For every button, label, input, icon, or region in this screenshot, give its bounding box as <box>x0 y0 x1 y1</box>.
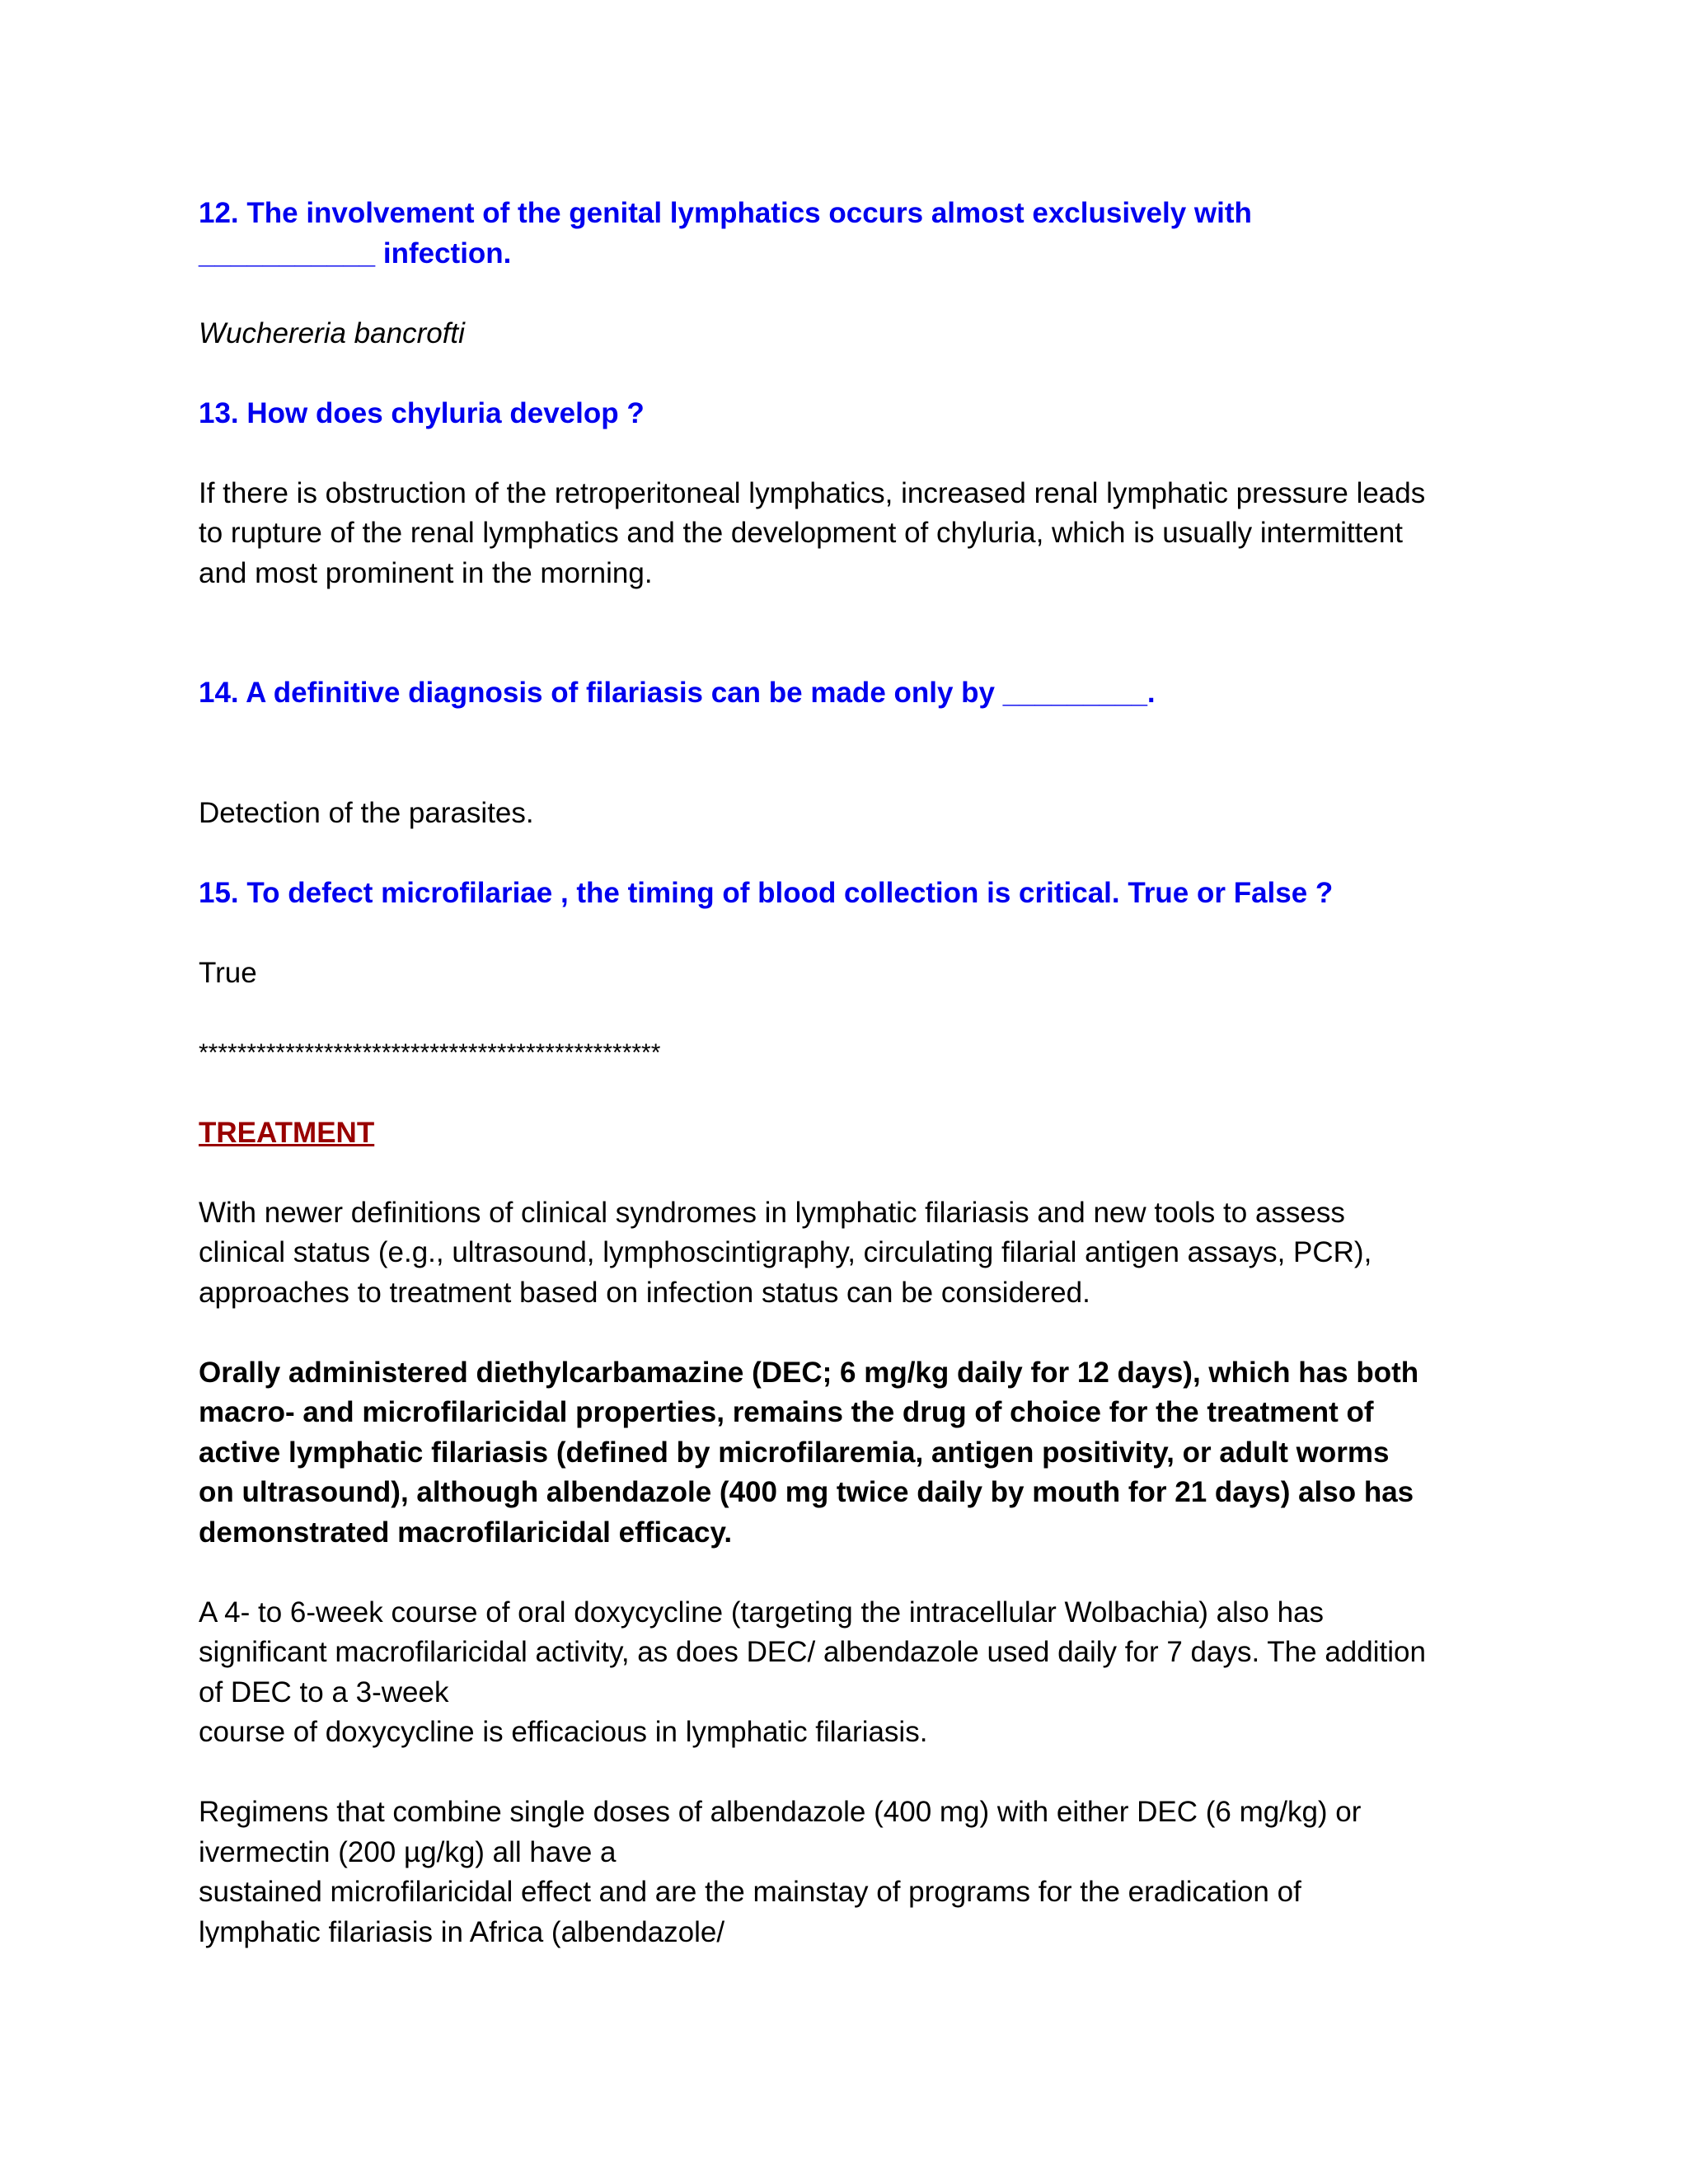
paragraph-line: sustained microfilaricidal effect and are the mainstay of programs for the eradication of <box>199 1876 1301 1908</box>
separator-stars: ************************************************ <box>199 1038 661 1066</box>
answer-14: Detection of the parasites. <box>199 796 534 829</box>
answer-13 <box>199 474 1517 594</box>
paragraph-line: ivermectin (200 µg/kg) all have a <box>199 1835 617 1868</box>
question-15: 15. To defect microfilariae , the timing of blood collection is critical. True or False ? <box>199 876 1334 909</box>
answer-13-line: to rupture of the renal lymphatics and the development of chyluria, which is usually intermittent <box>199 517 1404 549</box>
treatment-paragraph-3 <box>199 1593 1517 1753</box>
paragraph-line: clinical status (e.g., ultrasound, lymphoscintigraphy, circulating filarial antigen assays, PCR), <box>199 1236 1372 1268</box>
paragraph-line: significant macrofilaricidal activity, as does DEC/ albendazole used daily for 7 days. The addition <box>199 1636 1426 1668</box>
question-14: 14. A definitive diagnosis of filariasis can be made only by _________. <box>199 677 1156 709</box>
treatment-paragraph-2 <box>199 1353 1517 1554</box>
paragraph-line: demonstrated macrofilaricidal efficacy. <box>199 1516 733 1549</box>
paragraph-line: Orally administered diethylcarbamazine (DEC; 6 mg/kg daily for 12 days), which has both <box>199 1356 1419 1389</box>
treatment-heading: TREATMENT <box>199 1116 375 1149</box>
answer-13-line: and most prominent in the morning. <box>199 556 653 589</box>
answer-13-line: If there is obstruction of the retroperitoneal lymphatics, increased renal lymphatic pressure leads <box>199 476 1426 509</box>
question-13: 13. How does chyluria develop ? <box>199 396 645 429</box>
paragraph-line: lymphatic filariasis in Africa (albendazole/ <box>199 1915 725 1948</box>
question-12-line-1: 12. The involvement of the genital lymphatics occurs almost exclusively with <box>199 197 1252 229</box>
paragraph-line: active lymphatic filariasis (defined by microfilaremia, antigen positivity, or adult worms <box>199 1436 1390 1469</box>
answer-12: Wuchereria bancrofti <box>199 316 465 349</box>
answer-15: True <box>199 956 257 989</box>
paragraph-line: approaches to treatment based on infection status can be considered. <box>199 1276 1090 1309</box>
question-12-line-2: ___________ infection. <box>199 237 512 269</box>
paragraph-line: macro- and microfilaricidal properties, remains the drug of choice for the treatment of <box>199 1396 1374 1428</box>
paragraph-line: A 4- to 6-week course of oral doxycycline (targeting the intracellular Wolbachia) also has <box>199 1596 1325 1629</box>
treatment-paragraph-1 <box>199 1193 1517 1314</box>
treatment-paragraph-4 <box>199 1793 1517 1952</box>
paragraph-line: Regimens that combine single doses of albendazole (400 mg) with either DEC (6 mg/kg) or <box>199 1796 1362 1828</box>
paragraph-line: course of doxycycline is efficacious in lymphatic filariasis. <box>199 1716 928 1748</box>
paragraph-line: on ultrasound), although albendazole (400 mg twice daily by mouth for 21 days) also has <box>199 1476 1414 1508</box>
question-12 <box>199 194 1517 274</box>
document-page <box>199 194 1517 1952</box>
paragraph-line: of DEC to a 3-week <box>199 1675 449 1708</box>
paragraph-line: With newer definitions of clinical syndromes in lymphatic filariasis and new tools to assess <box>199 1196 1345 1229</box>
